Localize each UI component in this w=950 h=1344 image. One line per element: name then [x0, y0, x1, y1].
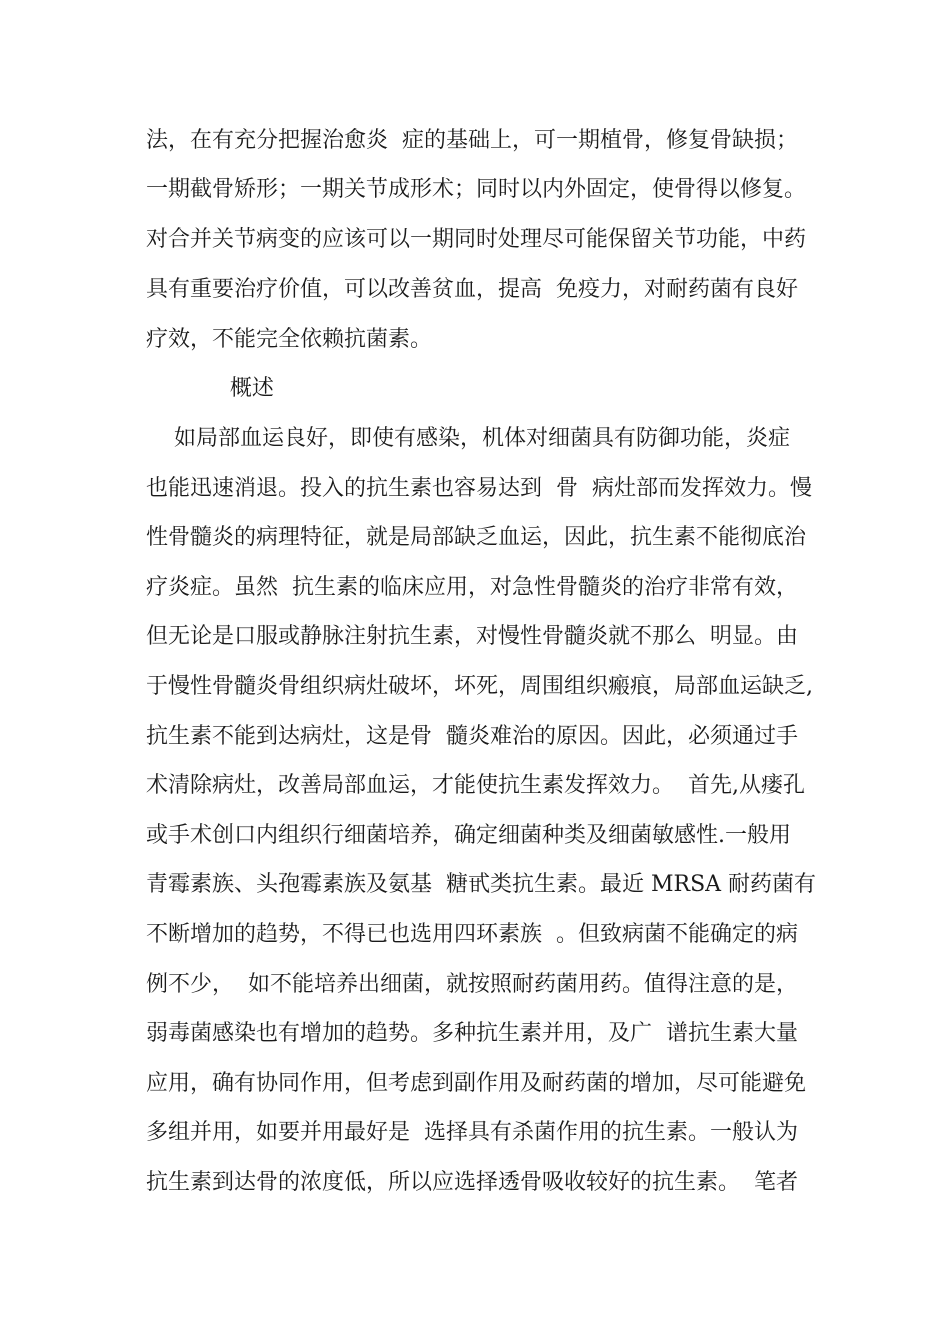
text-line: 于慢性骨髓炎骨组织病灶破坏，坏死，周围组织瘢痕，局部血运缺乏,	[146, 674, 813, 699]
text-line: 例不少， 如不能培养出细菌，就按照耐药菌用药。值得注意的是，	[146, 972, 798, 997]
section-heading: 概述	[146, 376, 274, 401]
text-line: 疗效，不能完全依赖抗菌素。	[146, 327, 433, 352]
text-line: 性骨髓炎的病理特征，就是局部缺乏血运，因此，抗生素不能彻底治	[146, 525, 807, 550]
text-line: 具有重要治疗价值，可以改善贫血，提高 免疫力，对耐药菌有良好	[146, 277, 798, 302]
text-line: 应用，确有协同作用，但考虑到副作用及耐药菌的增加，尽可能避免	[146, 1071, 807, 1096]
text-line: 抗生素不能到达病灶，这是骨 髓炎难治的原因。因此，必须通过手	[146, 724, 798, 749]
text-line: 或手术创口内组织行细菌培养，确定细菌种类及细菌敏感性.一般用	[146, 823, 791, 848]
text-line: 青霉素族、头孢霉素族及氨基 糖甙类抗生素。最近 MRSA 耐药菌有	[146, 872, 817, 897]
text-line: 对合并关节病变的应该可以一期同时处理尽可能保留关节功能，中药	[146, 227, 807, 252]
text-line: 多组并用，如要并用最好是 选择具有杀菌作用的抗生素。一般认为	[146, 1120, 798, 1145]
text-line: 一期截骨矫形；一期关节成形术；同时以内外固定，使骨得以修复。	[146, 177, 807, 202]
text-line: 术清除病灶，改善局部血运，才能使抗生素发挥效力。 首先,从瘘孔	[146, 773, 805, 798]
text-line: 但无论是口服或静脉注射抗生素，对慢性骨髓炎就不那么 明显。由	[146, 624, 798, 649]
text-line: 弱毒菌感染也有增加的趋势。多种抗生素并用，及广 谱抗生素大量	[146, 1021, 798, 1046]
text-line: 疗炎症。虽然 抗生素的临床应用，对急性骨髓炎的治疗非常有效，	[146, 575, 798, 600]
text-line: 如局部血运良好，即使有感染，机体对细菌具有防御功能，炎症	[146, 426, 790, 451]
text-line: 不断增加的趋势，不得已也选用四环素族 。但致病菌不能确定的病	[146, 922, 798, 947]
text-line: 抗生素到达骨的浓度低，所以应选择透骨吸收较好的抗生素。 笔者	[146, 1170, 798, 1195]
text-line: 法，在有充分把握治愈炎 症的基础上，可一期植骨，修复骨缺损；	[146, 128, 798, 153]
text-line: 也能迅速消退。投入的抗生素也容易达到 骨 病灶部而发挥效力。慢	[146, 476, 812, 501]
